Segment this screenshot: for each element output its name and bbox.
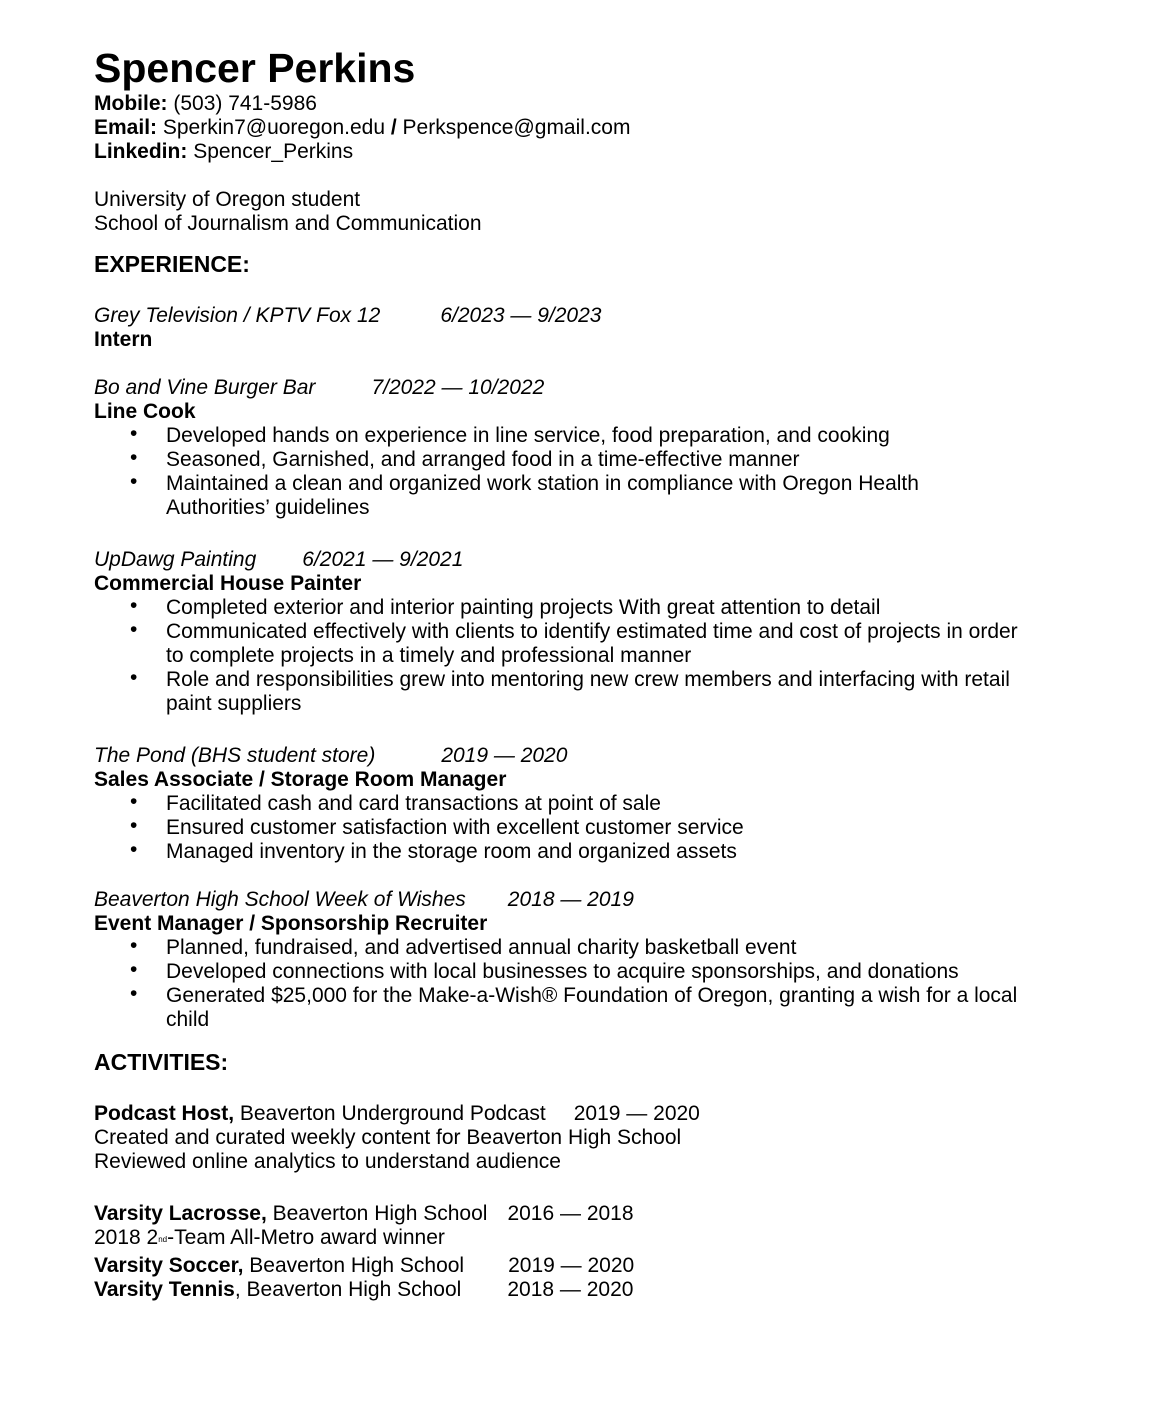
activity-podcast [94, 1102, 1094, 1174]
linkedin-handle: Spencer_Perkins [193, 140, 354, 163]
tennis-row [94, 1278, 1094, 1302]
job-entry [94, 376, 1094, 520]
lacrosse-row [94, 1202, 1094, 1226]
job-bullets [94, 792, 1094, 864]
tennis-dates: 2018 — 2020 [507, 1278, 634, 1301]
award-line [94, 1226, 1094, 1250]
bullet-item: • Completed exterior and interior painting projects With great attention to detail [94, 596, 1094, 620]
tennis-org: Beaverton High School [246, 1278, 462, 1301]
job-org: UpDawg Painting [94, 548, 257, 571]
bullet-item: • Developed hands on experience in line service, food preparation, and cooking [94, 424, 1094, 448]
job-entry [94, 548, 1094, 716]
award-ordinal: nd [158, 1235, 168, 1244]
job-entry [94, 744, 1094, 864]
job-org: Beaverton High School Week of Wishes [94, 888, 466, 911]
job-dates: 6/2021 — 9/2021 [302, 548, 464, 571]
podcast-desc-2: Reviewed online analytics to understand audience [94, 1150, 561, 1173]
award-text: -Team All-Metro award winner [167, 1226, 445, 1249]
lacrosse-org: Beaverton High School [272, 1202, 488, 1225]
award-year: 2018 2 [94, 1226, 159, 1249]
bullet-item: • Developed connections with local businesses to acquire sponsorships, and donations [94, 960, 1094, 984]
podcast-dates: 2019 — 2020 [573, 1102, 700, 1125]
job-title: Intern [94, 328, 153, 351]
activities-heading: ACTIVITIES: [94, 1049, 229, 1075]
job-title: Line Cook [94, 400, 196, 423]
email-label: Email: [94, 116, 158, 139]
tennis-comma: , [234, 1278, 241, 1301]
bullet-item: • Generated $25,000 for the Make-a-Wish® Foundation of Oregon, granting a wish for a local child [94, 984, 1036, 1032]
job-org: Grey Television / KPTV Fox 12 [94, 304, 381, 327]
podcast-desc-1: Created and curated weekly content for Beaverton High School [94, 1126, 682, 1149]
activity-sports [94, 1202, 1094, 1302]
lacrosse-role: Varsity Lacrosse, [94, 1202, 267, 1225]
bullet-item: • Planned, fundraised, and advertised annual charity basketball event [94, 936, 1094, 960]
job-bullets [94, 424, 1094, 520]
job-header [94, 888, 1094, 912]
soccer-dates: 2019 — 2020 [508, 1254, 635, 1277]
mobile-label: Mobile: [94, 92, 168, 115]
contact-email [94, 116, 1094, 140]
lacrosse-dates: 2016 — 2018 [507, 1202, 634, 1225]
job-org: The Pond (BHS student store) [94, 744, 376, 767]
email-primary: Sperkin7@uoregon.edu [162, 116, 386, 139]
bullet-item: • Communicated effectively with clients to identify estimated time and cost of projects in order to complete projects in a timely and professional manner [94, 620, 1026, 668]
job-title: Event Manager / Sponsorship Recruiter [94, 912, 488, 935]
job-entry [94, 888, 1094, 1032]
mobile-number: (503) 741-5986 [173, 92, 317, 115]
email-secondary: Perkspence@gmail.com [402, 116, 631, 139]
job-title: Commercial House Painter [94, 572, 362, 595]
soccer-role: Varsity Soccer, [94, 1254, 244, 1277]
education-line-2: School of Journalism and Communication [94, 212, 482, 235]
job-dates: 6/2023 — 9/2023 [440, 304, 602, 327]
job-bullets [94, 596, 1094, 716]
job-header [94, 376, 1094, 400]
job-entry [94, 304, 1094, 352]
linkedin-label: Linkedin: [94, 140, 188, 163]
job-header [94, 744, 1094, 768]
bullet-item: • Role and responsibilities grew into mentoring new crew members and interfacing with retail paint suppliers [94, 668, 1026, 716]
soccer-row [94, 1254, 1094, 1278]
podcast-role: Podcast Host, [94, 1102, 235, 1125]
bullet-item: • Ensured customer satisfaction with excellent customer service [94, 816, 1094, 840]
job-header [94, 548, 1094, 572]
resume-name: Spencer Perkins [94, 45, 416, 91]
soccer-org: Beaverton High School [249, 1254, 465, 1277]
resume-page [94, 44, 1094, 1302]
podcast-header [94, 1102, 1094, 1126]
education-line-1: University of Oregon student [94, 188, 361, 211]
bullet-item: • Facilitated cash and card transactions at point of sale [94, 792, 1094, 816]
job-dates: 7/2022 — 10/2022 [371, 376, 545, 399]
job-header [94, 304, 1094, 328]
tennis-role: Varsity Tennis [94, 1278, 235, 1301]
job-bullets [94, 936, 1094, 1032]
job-org: Bo and Vine Burger Bar [94, 376, 316, 399]
contact-mobile [94, 92, 1094, 116]
bullet-item: • Managed inventory in the storage room and organized assets [94, 840, 1094, 864]
job-dates: 2019 — 2020 [441, 744, 568, 767]
job-dates: 2018 — 2019 [507, 888, 634, 911]
podcast-org: Beaverton Underground Podcast [239, 1102, 546, 1125]
bullet-item: • Seasoned, Garnished, and arranged food in a time-effective manner [94, 448, 1094, 472]
email-separator: / [390, 116, 397, 139]
bullet-item: • Maintained a clean and organized work station in compliance with Oregon Health Authorities’ guidelines [94, 472, 986, 520]
experience-heading: EXPERIENCE: [94, 251, 250, 277]
job-title: Sales Associate / Storage Room Manager [94, 768, 507, 791]
contact-linkedin [94, 140, 1094, 164]
